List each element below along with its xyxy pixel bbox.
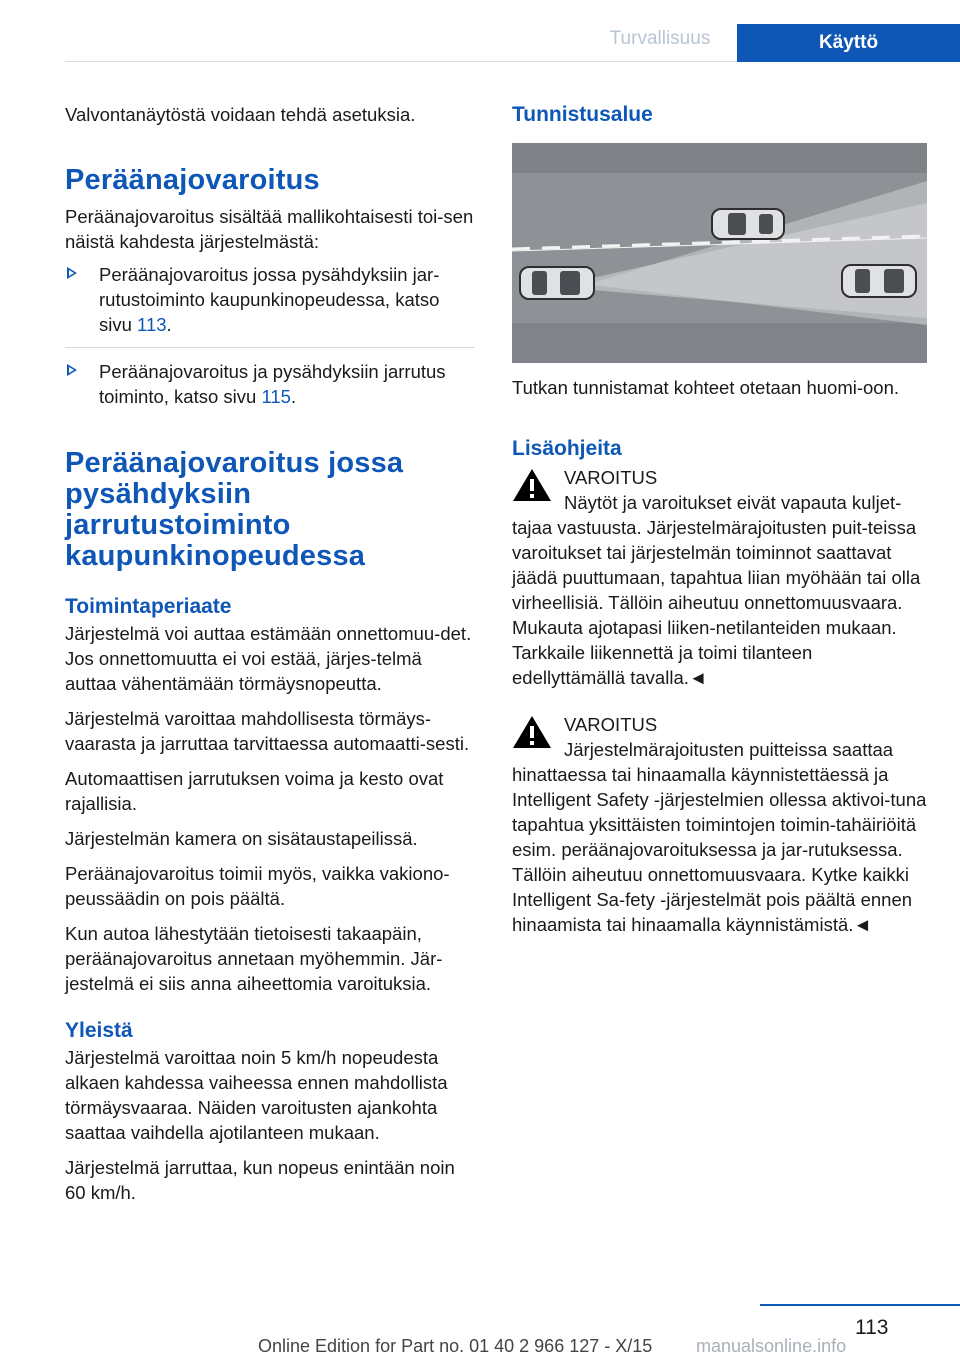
heading-principle: Toimintaperiaate — [65, 595, 232, 618]
principle-paragraph: Peräänajovaroitus toimii myös, vaikka vakiono-peussäädin on pois päältä. — [65, 863, 450, 909]
warning-label: VAROITUS — [564, 714, 658, 735]
warning-text: tajaa vastuusta. Järjestelmärajoitusten puit-teissa varoitukset tai järjestelmän toiminnot saattavat jäädä puuttumaan, tapahtua liian myöhään tai olla virheellisiä. Tällöin aiheutuu onnettomuusvaara. Mukauta ajotapasi liiken-netilanteiden mukaan. Tarkkaile liikennettä ja toimi tilanteen edellyttämällä tavalla.◄ — [512, 517, 921, 688]
detection-area-illustration — [512, 143, 927, 363]
heading-detection-area: Tunnistusalue — [512, 103, 653, 126]
principle-paragraph: Automaattisen jarrutuksen voima ja kesto ovat rajallisia. — [65, 768, 444, 814]
list-item-text: Peräänajovaroitus ja pysähdyksiin jarrutus toiminto, katso sivu — [99, 361, 446, 407]
page-number: 113 — [855, 1316, 889, 1339]
list-item: Peräänajovaroitus jossa pysähdyksiin jar-rutustoiminto kaupunkinopeudessa, katso sivu 113. — [65, 262, 475, 348]
chapter-tab: Käyttö — [737, 24, 960, 62]
heading-rear-collision-warning: Peräänajovaroitus — [65, 164, 320, 196]
warning-block — [512, 465, 930, 690]
heading-general: Yleistä — [65, 1019, 133, 1042]
section-title: Turvallisuus — [609, 28, 711, 49]
bullet-triangle-icon — [67, 364, 77, 376]
car-top-view-icon — [712, 209, 784, 239]
edition-note: Online Edition for Part no. 01 40 2 966 127 - X/15 — [258, 1336, 653, 1356]
principle-paragraph: Järjestelmä voi auttaa estämään onnettomuu-det. Jos onnettomuutta ei voi estää, järjes-telmä auttaa vähentämään törmäysnopeutta. — [65, 623, 472, 694]
principle-paragraph: Järjestelmän kamera on sisätaustapeilissä. — [65, 828, 418, 849]
right-column — [512, 102, 930, 937]
car-ahead-icon — [842, 265, 916, 297]
page-link[interactable]: 115 — [261, 386, 291, 407]
warning-text-first-line: Järjestelmärajoitusten puitteissa saattaa — [564, 739, 894, 760]
warning-text: hinattaessa tai hinaamalla käynnistettäessä ja Intelligent Safety -järjestelmien ollessa aktivoi-tuna tapahtua yksittäisten toimintojen toimin-tahäiriöitä esim. peräänajovaroituksessa ja jar-rutuksessa. Tällöin aiheutuu onnettomuusvaara. Kytke kaikki Intelligent Sa-fety -järjestelmät pois päältä ennen hinaamista tai hinaamalla käynnistämistä.◄ — [512, 764, 927, 935]
heading-city-braking: Peräänajovaroitus jossa pysähdyksiin jarrutustoiminto kaupunkinopeudessa — [65, 447, 404, 572]
illustration-caption: Tutkan tunnistamat kohteet otetaan huomi-oon. — [512, 377, 900, 398]
bullet-triangle-icon — [67, 267, 77, 279]
warning-text-first-line: Näytöt ja varoitukset eivät vapauta kuljet- — [564, 492, 902, 513]
warning-triangle-icon — [512, 714, 552, 750]
heading-additional-info: Lisäohjeita — [512, 437, 622, 460]
general-paragraph: Järjestelmä varoittaa noin 5 km/h nopeudesta alkaen kahdessa vaiheessa ennen mahdollista törmäysvaaraa. Näiden varoitusten ajankohta saattaa vaihdella ajotilanteen mukaan. — [65, 1047, 448, 1143]
list-item: Peräänajovaroitus ja pysähdyksiin jarrutus toiminto, katso sivu 115. — [65, 359, 475, 419]
intro-paragraph: Valvontanäytöstä voidaan tehdä asetuksia. — [65, 104, 416, 125]
watermark: manualsonline.info — [696, 1336, 847, 1356]
list-item-text: Peräänajovaroitus jossa pysähdyksiin jar-rutustoiminto kaupunkinopeudessa, katso sivu — [99, 264, 440, 335]
general-paragraph: Järjestelmä jarruttaa, kun nopeus enintään noin 60 km/h. — [65, 1157, 455, 1203]
page-link[interactable]: 113 — [137, 314, 167, 335]
principle-paragraph: Kun autoa lähestytään tietoisesti takaapäin, peräänajovaroitus annetaan myöhemmin. Jär-jestelmä ei siis anna aiheettomia varoituksia. — [65, 923, 443, 994]
front-paragraph: Peräänajovaroitus sisältää mallikohtaisesti toi-sen näistä kahdesta järjestelmästä: — [65, 206, 474, 252]
system-list — [65, 262, 475, 419]
warning-label: VAROITUS — [564, 467, 658, 488]
left-column — [65, 102, 475, 1205]
warning-triangle-icon — [512, 467, 552, 503]
own-car-icon — [520, 267, 594, 299]
footer-rule — [760, 1304, 960, 1306]
principle-paragraph: Järjestelmä varoittaa mahdollisesta törmäys-vaarasta ja jarruttaa tarvittaessa automaatti-sesti. — [65, 708, 470, 754]
warning-block — [512, 712, 930, 937]
